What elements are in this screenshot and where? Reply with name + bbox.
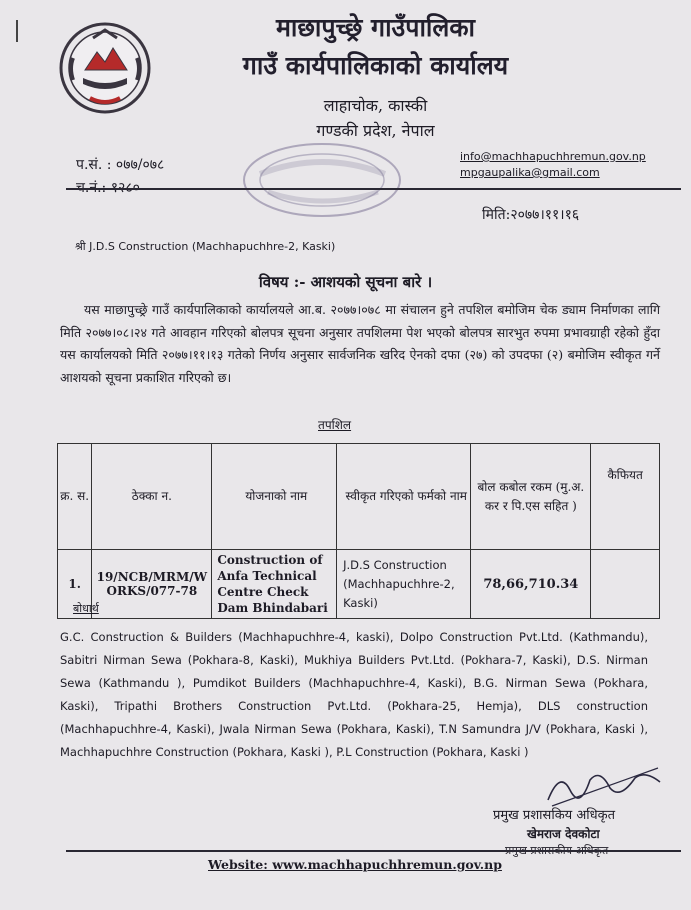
header-divider	[66, 188, 681, 190]
header-remarks: कैफियत	[591, 444, 660, 550]
province-address: गण्डकी प्रदेश, नेपाल	[316, 121, 435, 140]
row-firm-name: J.D.S Construction (Machhapuchhre-2, Kaski)	[337, 550, 471, 619]
subject-line: विषय :- आशयको सूचना बारे ।	[258, 273, 433, 291]
footer-divider	[66, 850, 681, 852]
signature-icon	[540, 760, 670, 810]
details-table	[57, 443, 660, 619]
municipality-name: माछापुच्छ्रे गाउँपालिका	[275, 13, 476, 42]
office-stamp-icon	[240, 140, 405, 220]
table-caption: तपशिल	[318, 418, 352, 432]
recipient: श्री J.D.S Construction (Machhapuchhre-2, Kaski)	[75, 240, 336, 253]
table-row	[58, 550, 660, 619]
letter-chn-number: च.नं.: १२८०	[76, 180, 140, 196]
letter-date: मिति:२०७७।११।१६	[482, 207, 580, 223]
table-header-row	[58, 444, 660, 550]
letter-ps-number: प.सं. : ०७७/०७८	[76, 157, 165, 173]
email-info-link[interactable]: info@machhapuchhremun.gov.np	[460, 150, 646, 163]
header-sn: क्र. स.	[58, 444, 92, 550]
bidders-list: G.C. Construction & Builders (Machhapuchhre-4, kaski), Dolpo Construction Pvt.Ltd. (Kathmandu), Sabitri Nirman Sewa (Pokhara-8, Kaski), Mukhiya Builders Pvt.Ltd. (Pokhara-7, Kaski), D.S. Nirman Sewa (Kathmandu ), Pumdikot Builders (Machhapuchhre-4, Kaski), B.G. Nirman Sewa (Pokhara, Kaski), Tripathi Brothers Construction Pvt.Ltd. (Pokhara-25, Hemja), DLS construction (Machhapuchhre-4, Kaski), Jwala Nirman Sewa (Pokhara, Kaski), T.N Samundra J/V (Pokhara, Kaski ), Machhapuchhre Construction (Pokhara, Kaski ), P.L Construction (Pokhara, Kaski )	[60, 630, 648, 759]
office-name: गाउँ कार्यपालिकाको कार्यालय	[242, 51, 509, 80]
office-address: लाहाचोक, कास्की	[323, 96, 428, 115]
header-firm-name: स्वीकृत गरिएको फर्मको नाम	[337, 444, 471, 550]
row-sn: 1.	[58, 550, 92, 619]
header-contract-no: ठेक्का न.	[92, 444, 212, 550]
signatory-title: प्रमुख प्रशासकिय अधिकृत	[493, 808, 616, 823]
signatory-name: खेमराज देवकोटा	[527, 827, 600, 841]
header-project-name: योजनाको नाम	[212, 444, 337, 550]
row-remarks	[591, 550, 660, 619]
row-project-name: Construction of Anfa Technical Centre Check Dam Bhindabari	[212, 550, 337, 619]
header-bid-amount: बोल कबोल रकम (मु.अ. कर र पि.एस सहित )	[471, 444, 591, 550]
row-bid-amount: 78,66,710.34	[471, 550, 591, 619]
body-paragraph: यस माछापुच्छ्रे गाउँ कार्यपालिकाको कार्यालयले आ.ब. २०७७।०७८ मा संचालन हुने तपशिल बमोजिम चेक ड्याम निर्माणका लागि मिति २०७७।०८।२४ गते आवहान गरिएको बोलपत्र सूचना अनुसार तपशिलमा पेश भएको बोलपत्र सारभुत रुपमा प्रभावग्राही रहेको हुँदा यस कार्यालयको मिति २०७७।११।१३ गतेको निर्णय अनुसार सार्वजनिक खरिद ऐनको दफा (२७) को उपदफा (२) बमोजिम स्वीकृत गर्ने आशयको सूचना प्रकाशित गरिएको छ।	[60, 302, 660, 385]
signatory-title-struck: प्रमुख प्रशासकीय अधिकृत	[505, 844, 609, 857]
row-contract-no: 19/NCB/MRM/WORKS/077-78	[92, 550, 212, 619]
copy-to-label: बोधार्थ	[73, 602, 99, 615]
website-link[interactable]: Website: www.machhapuchhremun.gov.np	[208, 857, 502, 872]
email-gmail-link[interactable]: mpgaupalika@gmail.com	[460, 166, 600, 179]
